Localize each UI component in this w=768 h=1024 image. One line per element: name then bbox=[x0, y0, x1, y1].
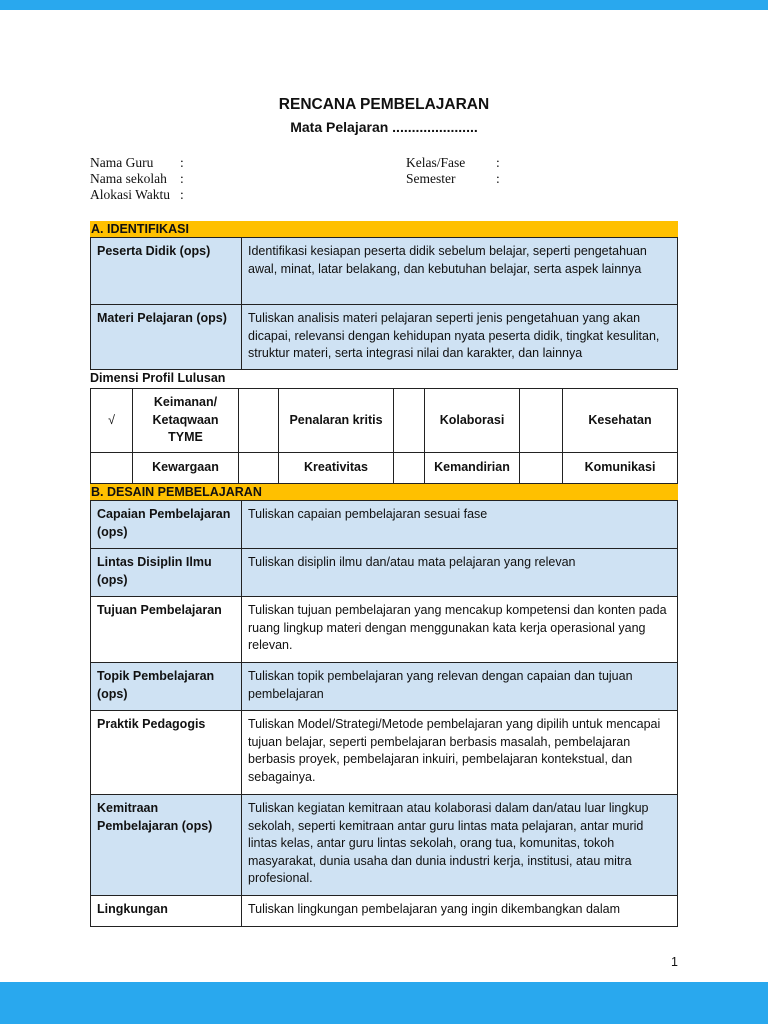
table-row bbox=[91, 549, 678, 597]
dimensi-item: Kreativitas bbox=[279, 453, 394, 484]
section-b-heading: B. DESAIN PEMBELAJARAN bbox=[90, 484, 678, 500]
row-value: Tuliskan analisis materi pelajaran seperti jenis pengetahuan yang akan dicapai, relevansi dengan kehidupan nyata peserta didik, tingkat kesulitan, struktur materi, serta integrasi nilai dan karakter, dan lainnya bbox=[242, 305, 678, 370]
dimensi-checkbox[interactable] bbox=[91, 453, 133, 484]
meta-colon: : bbox=[180, 155, 184, 170]
meta-colon: : bbox=[496, 171, 500, 186]
table-row bbox=[91, 597, 678, 663]
table-row bbox=[91, 896, 678, 927]
dimensi-item: Komunikasi bbox=[563, 453, 678, 484]
dimensi-item: Keimanan/ Ketaqwaan TYME bbox=[133, 389, 239, 453]
table-row bbox=[91, 663, 678, 711]
meta-row-nama-guru bbox=[90, 155, 290, 171]
meta-left bbox=[90, 155, 290, 203]
dimensi-item: Kemandirian bbox=[425, 453, 520, 484]
row-key: Peserta Didik (ops) bbox=[91, 238, 242, 305]
meta-right bbox=[406, 155, 606, 187]
table-row bbox=[91, 238, 678, 305]
dimensi-row bbox=[91, 453, 678, 484]
row-value: Tuliskan capaian pembelajaran sesuai fase bbox=[242, 501, 678, 549]
dimensi-checkbox[interactable] bbox=[239, 453, 279, 484]
row-key: Praktik Pedagogis bbox=[91, 711, 242, 795]
document-title: RENCANA PEMBELAJARAN bbox=[278, 96, 490, 113]
section-b-table bbox=[90, 500, 678, 927]
meta-row-kelas-fase bbox=[406, 155, 606, 171]
dimensi-label: Dimensi Profil Lulusan bbox=[90, 371, 226, 385]
meta-label: Alokasi Waktu bbox=[90, 187, 171, 202]
dimensi-checkbox[interactable] bbox=[394, 389, 425, 453]
row-key: Capaian Pembelajaran (ops) bbox=[91, 501, 242, 549]
section-a-table bbox=[90, 237, 678, 370]
meta-colon: : bbox=[180, 171, 184, 186]
section-a-heading: A. IDENTIFIKASI bbox=[90, 221, 678, 237]
meta-colon: : bbox=[180, 187, 184, 202]
meta-colon: : bbox=[496, 155, 500, 170]
dimensi-item: Kewargaan bbox=[133, 453, 239, 484]
row-value: Tuliskan tujuan pembelajaran yang mencakup kompetensi dan konten pada ruang lingkup materi dengan menggunakan kata kerja operasional yang relevan. bbox=[242, 597, 678, 663]
page-number: 1 bbox=[671, 955, 678, 969]
meta-row-alokasi-waktu bbox=[90, 187, 290, 203]
top-accent-bar bbox=[0, 0, 768, 10]
row-value: Tuliskan kegiatan kemitraan atau kolaborasi dalam dan/atau luar lingkup sekolah, seperti kemitraan antar guru lintas mata pelajaran, antar murid lintas kelas, antar guru lintas sekolah, orang tua, komunitas, tokoh masyarakat, dunia usaha dan dunia industri kerja, institusi, atau mitra profesional. bbox=[242, 795, 678, 896]
dimensi-table bbox=[90, 388, 678, 484]
dimensi-checkbox[interactable] bbox=[520, 389, 563, 453]
dimensi-item: Kolaborasi bbox=[425, 389, 520, 453]
table-row bbox=[91, 711, 678, 795]
meta-label: Nama sekolah bbox=[90, 171, 167, 186]
dimensi-item: Penalaran kritis bbox=[279, 389, 394, 453]
row-key: Lingkungan bbox=[91, 896, 242, 927]
row-key: Materi Pelajaran (ops) bbox=[91, 305, 242, 370]
meta-row-semester bbox=[406, 171, 606, 187]
table-row bbox=[91, 795, 678, 896]
row-key: Tujuan Pembelajaran bbox=[91, 597, 242, 663]
meta-label: Nama Guru bbox=[90, 155, 154, 170]
row-value: Identifikasi kesiapan peserta didik sebelum belajar, seperti pengetahuan awal, minat, latar belakang, dan kebutuhan belajar, serta aspek lainnya bbox=[242, 238, 678, 305]
table-row bbox=[91, 501, 678, 549]
dimensi-row bbox=[91, 389, 678, 453]
meta-label: Semester bbox=[406, 171, 456, 186]
row-key: Lintas Disiplin Ilmu (ops) bbox=[91, 549, 242, 597]
row-key: Kemitraan Pembelajaran (ops) bbox=[91, 795, 242, 896]
document-subtitle: Mata Pelajaran ...................... bbox=[290, 119, 478, 135]
row-value: Tuliskan lingkungan pembelajaran yang ingin dikembangkan dalam bbox=[242, 896, 678, 927]
row-value: Tuliskan topik pembelajaran yang relevan dengan capaian dan tujuan pembelajaran bbox=[242, 663, 678, 711]
dimensi-checkbox[interactable] bbox=[520, 453, 563, 484]
dimensi-item: Kesehatan bbox=[563, 389, 678, 453]
row-value: Tuliskan Model/Strategi/Metode pembelajaran yang dipilih untuk mencapai tujuan belajar, seperti pembelajaran berbasis masalah, pembelajaran berbasis proyek, pembelajaran inkuiri, pembelajaran kontekstual, dan sebagainya. bbox=[242, 711, 678, 795]
meta-row-nama-sekolah bbox=[90, 171, 290, 187]
row-key: Topik Pembelajaran (ops) bbox=[91, 663, 242, 711]
dimensi-checkbox[interactable] bbox=[394, 453, 425, 484]
table-row bbox=[91, 305, 678, 370]
dimensi-checkbox[interactable]: √ bbox=[91, 389, 133, 453]
row-value: Tuliskan disiplin ilmu dan/atau mata pelajaran yang relevan bbox=[242, 549, 678, 597]
dimensi-checkbox[interactable] bbox=[239, 389, 279, 453]
meta-label: Kelas/Fase bbox=[406, 155, 466, 170]
bottom-accent-bar bbox=[0, 982, 768, 1024]
